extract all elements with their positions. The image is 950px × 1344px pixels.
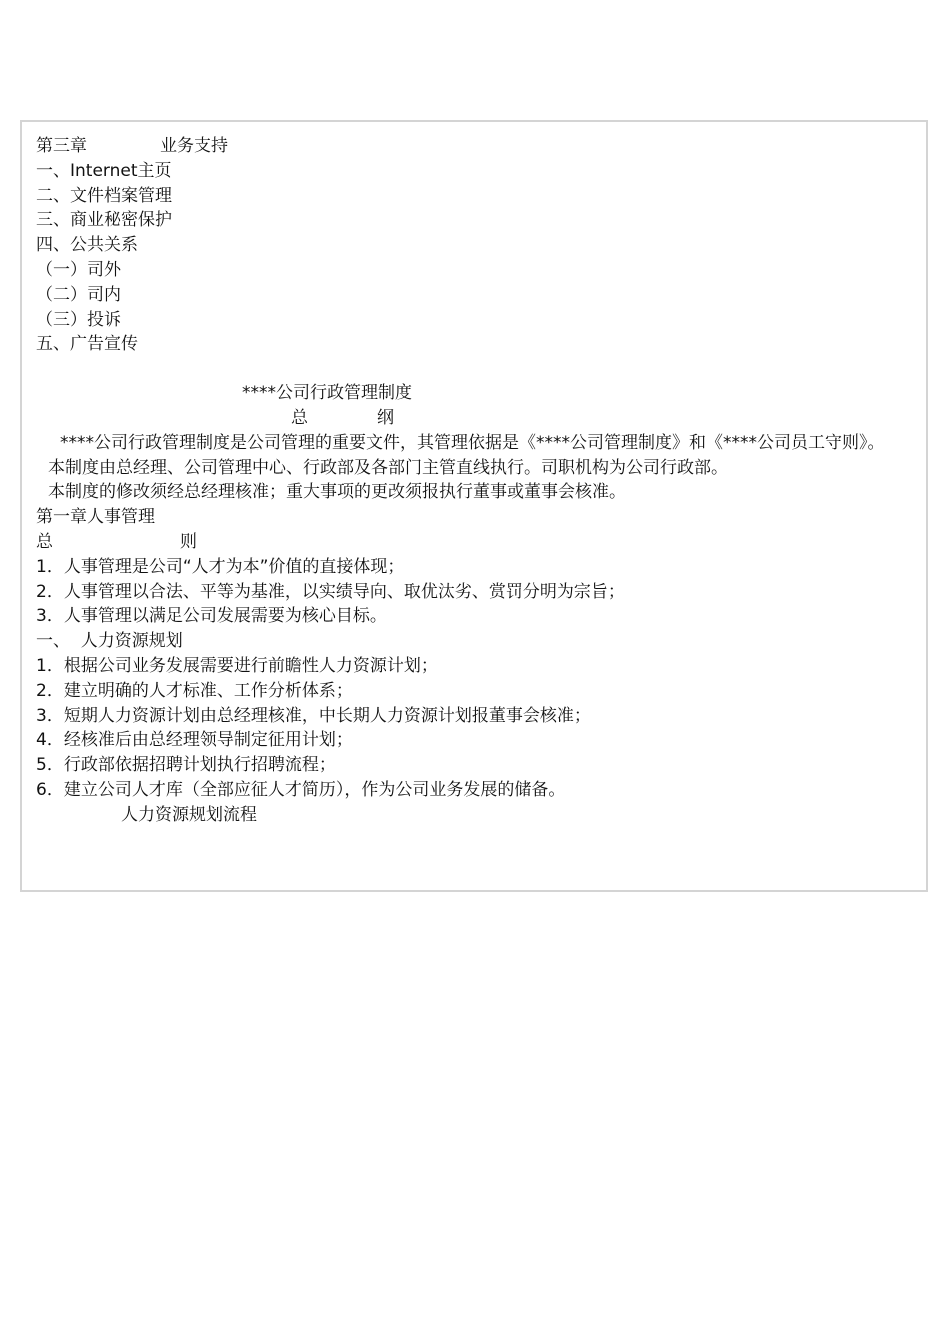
toc-item: 三、商业秘密保护 <box>36 210 172 231</box>
execution-paragraph: 本制度由总经理、公司管理中心、行政部及各部门主管直线执行。司职机构为公司行政部。 <box>48 457 728 478</box>
rule-item: 1．人事管理是公司“人才为本”价值的直接体现； <box>36 556 405 577</box>
rules-heading <box>36 530 920 555</box>
intro-paragraph: ****公司行政管理制度是公司管理的重要文件，其管理依据是《****公司管理制度》和《****公司员工守则》。 <box>60 432 885 453</box>
plan-item: 2．建立明确的人才标准、工作分析体系； <box>36 680 353 701</box>
document-frame <box>20 120 928 892</box>
toc-item: 一、Internet主页 <box>36 160 172 181</box>
spacer <box>36 357 920 381</box>
chapter1-title: 第一章人事管理 <box>36 507 155 528</box>
rules-right-char: 则 <box>180 531 197 552</box>
chapter-heading <box>36 134 920 159</box>
document-title: ****公司行政管理制度 <box>242 383 412 404</box>
amendment-paragraph: 本制度的修改须经总经理核准；重大事项的更改须报执行董事或董事会核准。 <box>48 482 626 503</box>
toc-subitem: （一）司外 <box>36 259 121 280</box>
document-content <box>36 134 920 828</box>
plan-item: 3．短期人力资源计划由总经理核准，中长期人力资源计划报董事会核准； <box>36 705 591 726</box>
rule-item: 3．人事管理以满足公司发展需要为核心目标。 <box>36 606 387 627</box>
toc-item: 二、文件档案管理 <box>36 185 172 206</box>
toc-item: 五、广告宣传 <box>36 334 138 355</box>
toc-subitem: （三）投诉 <box>36 309 121 330</box>
section-title: 一、 人力资源规划 <box>36 631 183 652</box>
flow-title: 人力资源规划流程 <box>121 804 257 825</box>
subtitle-left-char: 总 <box>291 407 308 428</box>
toc-subitem: （二）司内 <box>36 284 121 305</box>
rules-left-char: 总 <box>36 531 53 552</box>
subtitle-right-char: 纲 <box>377 407 394 428</box>
chapter-number: 第三章 <box>36 136 87 156</box>
toc-item: 四、公共关系 <box>36 235 138 256</box>
document-subtitle <box>36 406 920 431</box>
rule-item: 2．人事管理以合法、平等为基准，以实绩导向、取优汰劣、赏罚分明为宗旨； <box>36 581 625 602</box>
plan-item: 1．根据公司业务发展需要进行前瞻性人力资源计划； <box>36 655 438 676</box>
plan-item: 4．经核准后由总经理领导制定征用计划； <box>36 730 353 751</box>
plan-item: 6．建立公司人才库（全部应征人才简历），作为公司业务发展的储备。 <box>36 779 566 800</box>
chapter-title: 业务支持 <box>160 136 228 156</box>
plan-item: 5．行政部依据招聘计划执行招聘流程； <box>36 755 336 776</box>
